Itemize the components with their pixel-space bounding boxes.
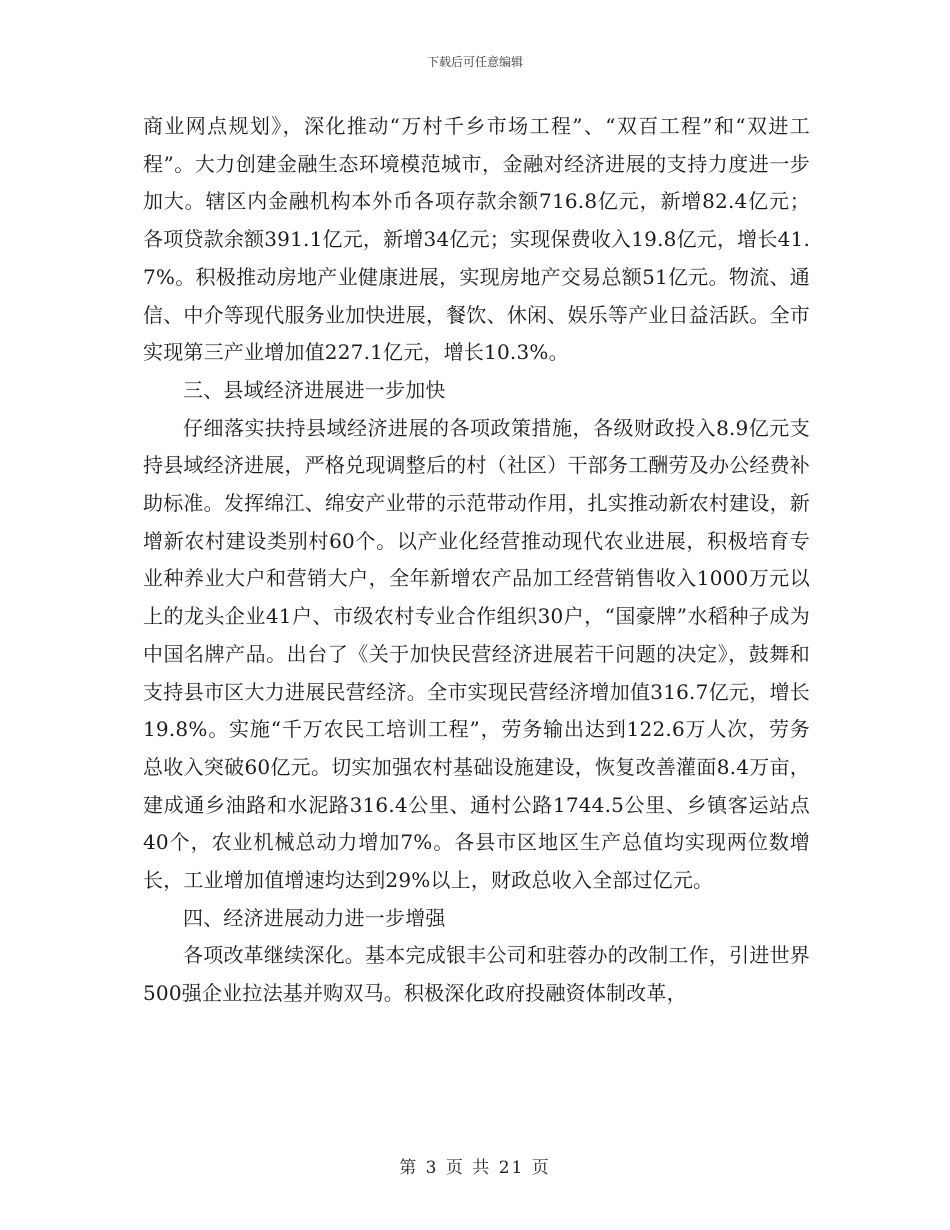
section-heading-development-momentum: 四、经济进展动力进一步增强 xyxy=(183,905,446,930)
section-heading-county-economy: 三、县域经济进展进一步加快 xyxy=(183,377,446,402)
page-number-footer: 第 3 页 共 21 页 xyxy=(399,1158,551,1178)
paragraph-county-economy: 仔细落实扶持县域经济进展的各项政策措施，各级财政投入8.9亿元支持县域经济进展，严格兑现调整后的村（社区）干部务工酬劳及办公经费补助标准。发挥绵江、绵安产业带的示范带动作用，扎实推动新农村建设，新增新农村建设类别村60个。以产业化经营推动现代农业进展，积极培育专业种养业大户和营销大户，全年新增农产品加工经营销售收入1000万元以上的龙头企业41户、市级农村专业合作组织30户，“国豪牌”水稻种子成为中国名牌产品。出台了《关于加快民营经济进展若干问题的决定》，鼓舞和支持县市区大力进展民营经济。全市实现民营经济增加值316.7亿元，增长19.8%。实施“千万农民工培训工程”，劳务输出达到122.6万人次，劳务总收入突破60亿元。切实加强农村基础设施建设，恢复改善灌面8.4万亩，建成通乡油路和水泥路316.4公里、通村公路1744.5公里、乡镇客运站点40个，农业机械总动力增加7%。各县市区地区生产总值均实现两位数增长，工业增加值增速均达到29%以上，财政总收入全部过亿元。 xyxy=(143,415,810,893)
paragraph-reform: 各项改革继续深化。基本完成银丰公司和驻蓉办的改制工作，引进世界500强企业拉法基并购双马。积极深化政府投融资体制改革， xyxy=(143,943,810,1006)
document-body xyxy=(143,108,810,1013)
paragraph-tertiary-industry: 商业网点规划》，深化推动“万村千乡市场工程”、“双百工程”和“双进工程”。大力创建金融生态环境模范城市，金融对经济进展的支持力度进一步加大。辖区内金融机构本外币各项存款余额716.8亿元，新增82.4亿元；各项贷款余额391.1亿元，新增34亿元；实现保费收入19.8亿元，增长41.7%。积极推动房地产业健康进展，实现房地产交易总额51亿元。物流、通信、中介等现代服务业加快进展，餐饮、休闲、娱乐等产业日益活跃。全市实现第三产业增加值227.1亿元，增长10.3%。 xyxy=(143,114,810,365)
header-note: 下载后可任意编辑 xyxy=(426,55,523,69)
